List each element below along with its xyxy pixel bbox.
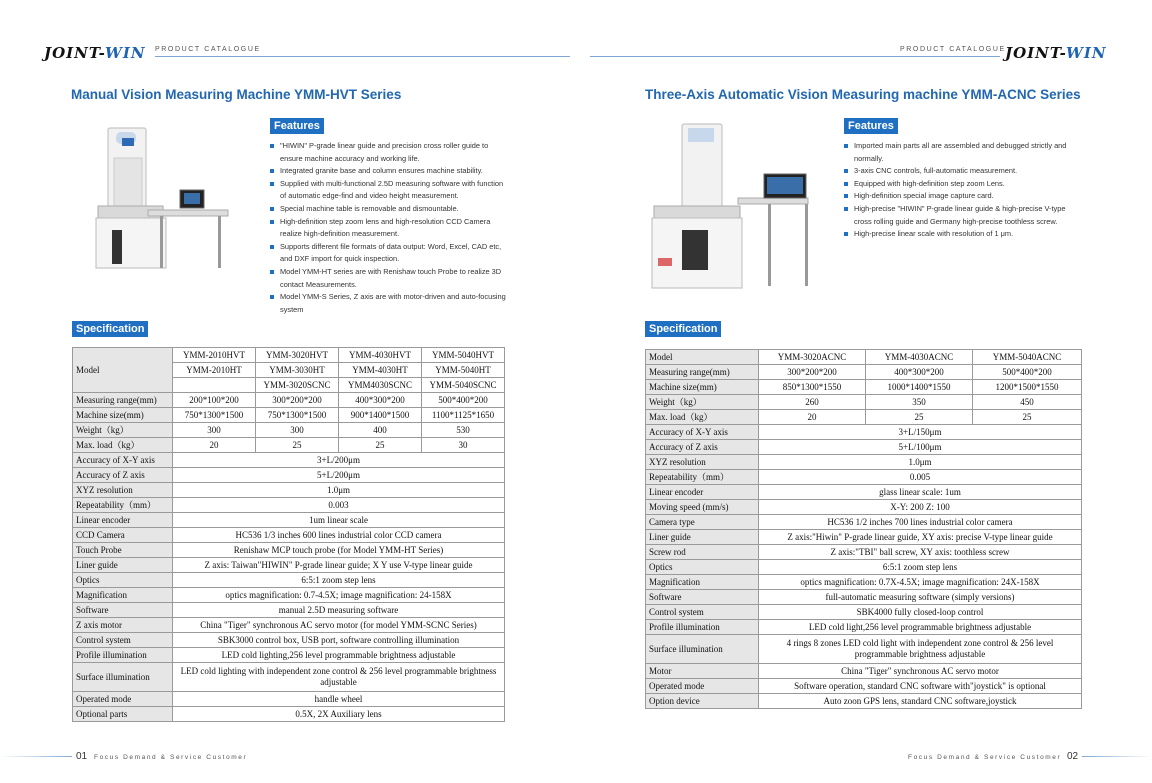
spec-label: Control system — [646, 605, 759, 620]
spec-value: optics magnification: 0.7X-4.5X; image magnification: 24X-158X — [759, 575, 1082, 590]
spec-model-cell: YMM4030SCNC — [339, 378, 422, 393]
spec-row — [73, 588, 505, 603]
feature-item: High-precise linear scale with resolution of 1 μm. — [844, 228, 1084, 241]
spec-value: 6:5:1 zoom step lens — [759, 560, 1082, 575]
spec-label: Weight（kg） — [646, 395, 759, 410]
spec-badge-left: Specification — [72, 321, 148, 337]
spec-value: 1000*1400*1550 — [866, 380, 973, 395]
spec-value: HC536 1/3 inches 600 lines industrial color CCD camera — [173, 528, 505, 543]
spec-label: Accuracy of Z axis — [73, 468, 173, 483]
spec-label: Measuring range(mm) — [646, 365, 759, 380]
spec-value: 300*200*200 — [256, 393, 339, 408]
spec-row — [73, 692, 505, 707]
spec-model-cell: YMM-5040HVT — [422, 348, 505, 363]
spec-row — [646, 440, 1082, 455]
page-title-right: Three-Axis Automatic Vision Measuring machine YMM-ACNC Series — [645, 87, 1081, 102]
machine-image-acnc — [648, 118, 818, 293]
spec-value: Renishaw MCP touch probe (for Model YMM-HT Series) — [173, 543, 505, 558]
spec-row — [73, 483, 505, 498]
spec-value: 4 rings 8 zones LED cold light with independent zone control & 256 level programmable brightness adjustable — [759, 635, 1082, 664]
spec-row — [646, 575, 1082, 590]
spec-row — [73, 558, 505, 573]
spec-label: XYZ resolution — [646, 455, 759, 470]
spec-row — [646, 470, 1082, 485]
spec-row — [73, 663, 505, 692]
features-badge-left: Features — [270, 118, 324, 134]
spec-row — [646, 350, 1082, 365]
spec-value: glass linear scale: 1um — [759, 485, 1082, 500]
spec-label: Touch Probe — [73, 543, 173, 558]
spec-model-cell: YMM-5040HT — [422, 363, 505, 378]
spec-row — [646, 664, 1082, 679]
spec-value: 500*400*200 — [973, 365, 1082, 380]
spec-row — [73, 707, 505, 722]
spec-label: Surface illumination — [73, 663, 173, 692]
spec-value: Z axis:"Hiwin" P-grade linear guide, XY axis: precise V-type linear guide — [759, 530, 1082, 545]
spec-label: Camera type — [646, 515, 759, 530]
spec-model-cell: YMM-3020HVT — [256, 348, 339, 363]
spec-table-left — [72, 347, 505, 722]
spec-label: Control system — [73, 633, 173, 648]
spec-value: 1.0μm — [173, 483, 505, 498]
spec-model-cell: YMM-3030HT — [256, 363, 339, 378]
spec-value: China "Tiger" synchronous AC servo motor (for model YMM-SCNC Series) — [173, 618, 505, 633]
spec-model-cell: YMM-5040SCNC — [422, 378, 505, 393]
spec-row — [646, 605, 1082, 620]
spec-label: Profile illumination — [646, 620, 759, 635]
spec-value: X-Y: 200 Z: 100 — [759, 500, 1082, 515]
page-number-right: 02 — [1067, 751, 1079, 762]
spec-value: LED cold light,256 level programmable brightness adjustable — [759, 620, 1082, 635]
spec-value: 300 — [173, 423, 256, 438]
spec-value: 1um linear scale — [173, 513, 505, 528]
spec-label: XYZ resolution — [73, 483, 173, 498]
spec-label: Accuracy of X-Y axis — [646, 425, 759, 440]
spec-value: 450 — [973, 395, 1082, 410]
spec-value: 300 — [256, 423, 339, 438]
spec-value: 530 — [422, 423, 505, 438]
spec-row — [73, 348, 505, 363]
spec-model-cell: YMM-4030HVT — [339, 348, 422, 363]
spec-value: 1.0μm — [759, 455, 1082, 470]
spec-value: SBK3000 control box, USB port, software controlling illumination — [173, 633, 505, 648]
spec-row — [646, 560, 1082, 575]
spec-value: Z axis: Taiwan"HIWIN" P-grade linear guide; X Y use V-type linear guide — [173, 558, 505, 573]
spec-label: Weight（kg） — [73, 423, 173, 438]
feature-item: Supplied with multi-functional 2.5D measuring software with function of automatic edge-find and video height measurement. — [270, 178, 508, 203]
spec-value: 25 — [256, 438, 339, 453]
spec-model-cell: YMM-3020SCNC — [256, 378, 339, 393]
spec-row — [646, 694, 1082, 709]
spec-model-cell: YMM-5040ACNC — [973, 350, 1082, 365]
spec-row — [73, 543, 505, 558]
spec-label: Optics — [73, 573, 173, 588]
spec-model-cell: YMM-3020ACNC — [759, 350, 866, 365]
spec-label: Accuracy of Z axis — [646, 440, 759, 455]
spec-label: Moving speed (mm/s) — [646, 500, 759, 515]
spec-label: Software — [646, 590, 759, 605]
spec-row — [646, 365, 1082, 380]
spec-value: handle wheel — [173, 692, 505, 707]
page-title-left: Manual Vision Measuring Machine YMM-HVT Series — [71, 87, 402, 102]
spec-label: Linear encoder — [73, 513, 173, 528]
feature-item: Model YMM-S Series, Z axis are with motor-driven and auto-focusing system — [270, 291, 508, 316]
feature-item: Supports different file formats of data output: Word, Excel, CAD etc, and DXF import for quick inspection. — [270, 241, 508, 266]
spec-label: Measuring range(mm) — [73, 393, 173, 408]
spec-label: Optics — [646, 560, 759, 575]
spec-value: 350 — [866, 395, 973, 410]
spec-value: 400 — [339, 423, 422, 438]
spec-value: 25 — [973, 410, 1082, 425]
spec-model-cell: YMM-2010HT — [173, 363, 256, 378]
catalogue-label-right: PRODUCT CATALOGUE — [900, 46, 1006, 53]
spec-row — [646, 425, 1082, 440]
spec-value: HC536 1/2 inches 700 lines industrial color camera — [759, 515, 1082, 530]
feature-item: Imported main parts all are assembled and debugged strictly and normally. — [844, 140, 1084, 165]
feature-item: Integrated granite base and column ensures machine stability. — [270, 165, 508, 178]
spec-label: Accuracy of X-Y axis — [73, 453, 173, 468]
spec-model-cell: YMM-2010HVT — [173, 348, 256, 363]
feature-item: High-precise "HIWIN" P-grade linear guide & high-precise V-type cross rolling guide and Germany high-precise toothless screw. — [844, 203, 1084, 228]
spec-value: LED cold lighting,256 level programmable brightness adjustable — [173, 648, 505, 663]
spec-table-right — [645, 349, 1082, 709]
spec-row — [646, 380, 1082, 395]
spec-label: CCD Camera — [73, 528, 173, 543]
spec-value: 850*1300*1550 — [759, 380, 866, 395]
footer-rule-left — [0, 756, 72, 757]
spec-row — [73, 498, 505, 513]
machine-image-hvt — [88, 118, 238, 278]
spec-row — [73, 618, 505, 633]
spec-row — [73, 408, 505, 423]
spec-row — [73, 633, 505, 648]
spec-row — [646, 545, 1082, 560]
spec-label: Z axis motor — [73, 618, 173, 633]
spec-label: Max. load（kg） — [73, 438, 173, 453]
spec-row — [646, 410, 1082, 425]
spec-row — [73, 423, 505, 438]
spec-value: China "Tiger" synchronous AC servo motor — [759, 664, 1082, 679]
spec-value: 1100*1125*1650 — [422, 408, 505, 423]
spec-value: LED cold lighting with independent zone control & 256 level programmable brightness adjustable — [173, 663, 505, 692]
spec-row — [646, 590, 1082, 605]
spec-value: 20 — [759, 410, 866, 425]
spec-label: Magnification — [73, 588, 173, 603]
spec-model-cell — [173, 378, 256, 393]
footer-rule-right — [1082, 756, 1152, 757]
spec-value: 0.003 — [173, 498, 505, 513]
spec-value: full-automatic measuring software (simply versions) — [759, 590, 1082, 605]
spec-value: 260 — [759, 395, 866, 410]
spec-model-cell: YMM-4030ACNC — [866, 350, 973, 365]
spec-value: SBK4000 fully closed-loop control — [759, 605, 1082, 620]
brand-logo-left: JOINT-WIN — [44, 44, 146, 62]
spec-value: Software operation, standard CNC software with"joystick" is optional — [759, 679, 1082, 694]
spec-row — [73, 648, 505, 663]
spec-row — [73, 513, 505, 528]
footer-slogan-right: Focus Demand & Service Customer — [908, 754, 1062, 761]
features-badge-right: Features — [844, 118, 898, 134]
spec-label: Operated mode — [646, 679, 759, 694]
feature-item: High-definition step zoom lens and high-resolution CCD Camera realize high-definition measurement. — [270, 216, 508, 241]
feature-item: High-definition special image capture card. — [844, 190, 1084, 203]
spec-row — [646, 530, 1082, 545]
spec-row — [646, 515, 1082, 530]
spec-value: 1200*1500*1550 — [973, 380, 1082, 395]
spec-badge-right: Specification — [645, 321, 721, 337]
spec-row — [646, 679, 1082, 694]
spec-row — [73, 528, 505, 543]
spec-value: 6:5:1 zoom step lens — [173, 573, 505, 588]
spec-value: 0.005 — [759, 470, 1082, 485]
spec-row — [646, 485, 1082, 500]
spec-value: 5+L/200μm — [173, 468, 505, 483]
spec-label: Magnification — [646, 575, 759, 590]
feature-item: Model YMM-HT series are with Renishaw touch Probe to realize 3D contact Measurements. — [270, 266, 508, 291]
spec-row — [646, 635, 1082, 664]
spec-label: Profile illumination — [73, 648, 173, 663]
spec-value: 3+L/200μm — [173, 453, 505, 468]
spec-label: Software — [73, 603, 173, 618]
footer-slogan-left: Focus Demand & Service Customer — [94, 754, 248, 761]
spec-label: Liner guide — [646, 530, 759, 545]
spec-label: Max. load（kg） — [646, 410, 759, 425]
spec-row — [646, 395, 1082, 410]
spec-model-cell: YMM-4030HT — [339, 363, 422, 378]
feature-item: 3-axis CNC controls, full-automatic measurement. — [844, 165, 1084, 178]
spec-label: Operated mode — [73, 692, 173, 707]
spec-label: Surface illumination — [646, 635, 759, 664]
spec-label: Screw rod — [646, 545, 759, 560]
spec-row — [73, 603, 505, 618]
feature-item: Equipped with high-definition step zoom Lens. — [844, 178, 1084, 191]
spec-value: manual 2.5D measuring software — [173, 603, 505, 618]
spec-value: 900*1400*1500 — [339, 408, 422, 423]
spec-row — [73, 453, 505, 468]
spec-label: Optional parts — [73, 707, 173, 722]
spec-value: 500*400*200 — [422, 393, 505, 408]
spec-row — [73, 468, 505, 483]
spec-label: Option device — [646, 694, 759, 709]
spec-label: Model — [646, 350, 759, 365]
spec-label: Motor — [646, 664, 759, 679]
spec-label: Linear encoder — [646, 485, 759, 500]
spec-label: Repeatability（mm） — [646, 470, 759, 485]
feature-item: Special machine table is removable and dismountable. — [270, 203, 508, 216]
spec-value: 0.5X, 2X Auxiliary lens — [173, 707, 505, 722]
spec-value: 200*100*200 — [173, 393, 256, 408]
feature-item: "HIWIN" P-grade linear guide and precision cross roller guide to ensure machine accuracy and working life. — [270, 140, 508, 165]
spec-value: 25 — [866, 410, 973, 425]
spec-value: 30 — [422, 438, 505, 453]
spec-value: optics magnification: 0.7-4.5X; image magnification: 24-158X — [173, 588, 505, 603]
spec-value: 3+L/150μm — [759, 425, 1082, 440]
spec-value: 750*1300*1500 — [173, 408, 256, 423]
brand-logo-right: JOINT-WIN — [1005, 44, 1107, 62]
spec-value: Z axis:"TBI" ball screw, XY axis: toothless screw — [759, 545, 1082, 560]
spec-value: 400*300*200 — [866, 365, 973, 380]
spec-row — [73, 573, 505, 588]
spec-value: 5+L/100μm — [759, 440, 1082, 455]
features-list-right — [844, 140, 1084, 241]
spec-row — [646, 455, 1082, 470]
spec-value: 400*300*200 — [339, 393, 422, 408]
spec-row — [73, 438, 505, 453]
header-rule-right — [590, 56, 1000, 57]
catalogue-label-left: PRODUCT CATALOGUE — [155, 46, 261, 53]
spec-value: 20 — [173, 438, 256, 453]
spec-label: Machine size(mm) — [646, 380, 759, 395]
spec-value: 300*200*200 — [759, 365, 866, 380]
spec-value: 25 — [339, 438, 422, 453]
spec-row — [73, 393, 505, 408]
spec-label: Repeatability（mm） — [73, 498, 173, 513]
features-list-left — [270, 140, 508, 316]
spec-label: Machine size(mm) — [73, 408, 173, 423]
spec-row — [646, 500, 1082, 515]
spec-label: Liner guide — [73, 558, 173, 573]
page-number-left: 01 — [76, 751, 88, 762]
spec-value: Auto zoon GPS lens, standard CNC software,joystick — [759, 694, 1082, 709]
spec-row — [646, 620, 1082, 635]
header-rule-left — [155, 56, 570, 57]
spec-label: Model — [73, 348, 173, 393]
spec-value: 750*1300*1500 — [256, 408, 339, 423]
